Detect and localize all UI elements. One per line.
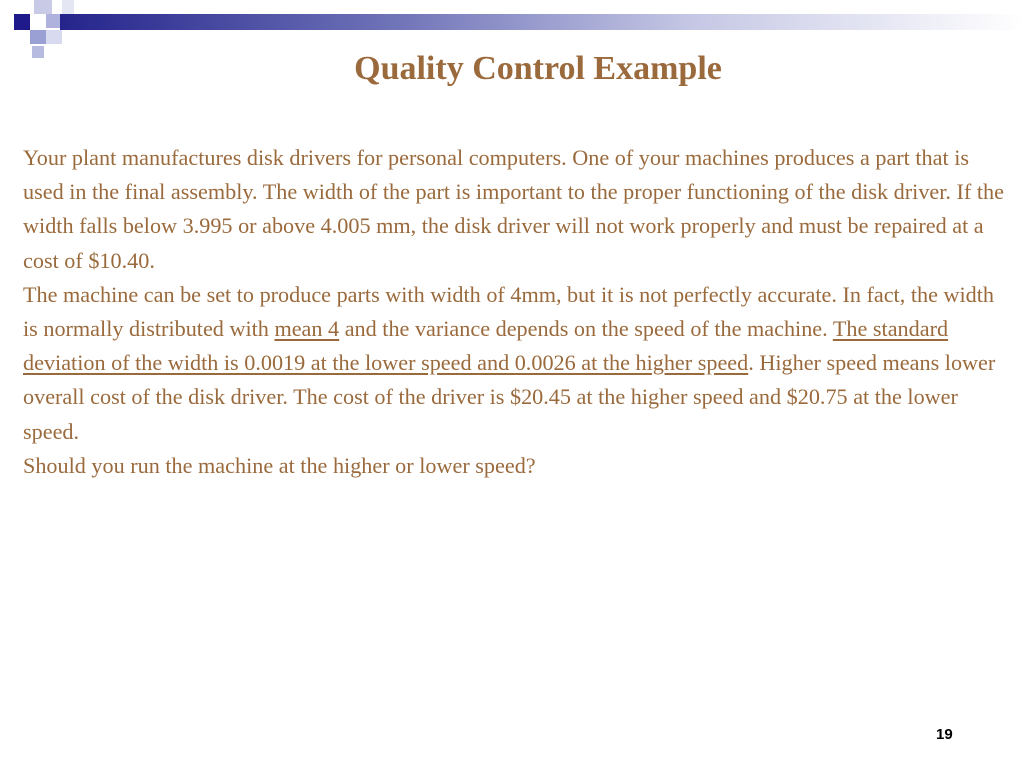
paragraph-machine-details [23,278,1013,449]
header-gradient-bar [60,14,1024,30]
header-decoration-square [46,30,62,44]
paragraph-problem-setup: Your plant manufactures disk drivers for personal computers. One of your machines produces a part that is used in the final assembly. The width of the part is important to the proper functioning of the disk driver. If the width falls below 3.995 or above 4.005 mm, the disk driver will not work properly and must be repaired at a cost of $10.40. [23,145,1004,273]
slide-body [23,141,1013,483]
paragraph-text: . Higher speed means lower overall cost of the disk driver. The cost of the driver is $20.45 at the higher speed and $20.75 at the lower speed. [23,350,996,444]
mean-underlined-text: mean 4 [274,316,340,342]
paragraph-text: The machine can be set to produce parts with width of 4mm, but it is not perfectly accurate. In fact, the width is normally distributed with [23,281,995,342]
header-decoration-square [30,30,46,44]
paragraph-text: and the variance depends on the speed of the machine. [339,316,833,342]
slide-title: Quality Control Example [354,50,722,87]
header-decoration-square [34,0,52,14]
header-decoration-square [14,14,30,30]
question-text: Should you run the machine at the higher or lower speed? [23,452,536,478]
page-number: 19 [936,726,953,743]
header-decoration-square [62,0,74,14]
stddev-underlined-text: The standard deviation of the width is 0.0019 at the lower speed and 0.0026 at the higher speed [23,316,949,376]
header-decoration-square [46,14,60,28]
